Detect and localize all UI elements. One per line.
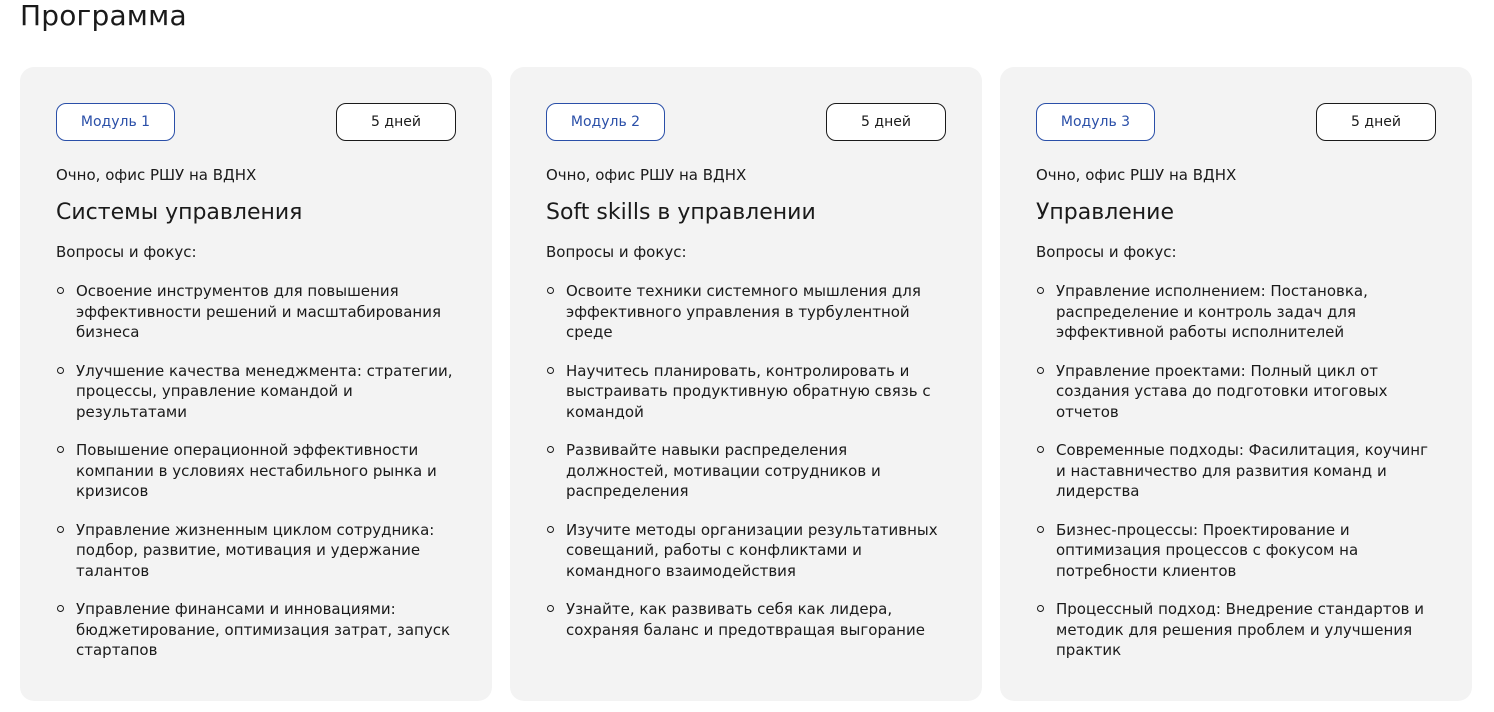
circle-bullet-icon (57, 526, 64, 533)
list-item-text: Научитесь планировать, контролировать и выстраивать продуктивную обратную связь с командой (566, 361, 931, 421)
list-item (56, 361, 456, 423)
list-item (1036, 281, 1436, 343)
circle-bullet-icon (57, 287, 64, 294)
circle-bullet-icon (57, 367, 64, 374)
circle-bullet-icon (547, 526, 554, 533)
duration-badge[interactable]: 5 дней (1316, 103, 1436, 141)
focus-list (546, 281, 946, 640)
list-item-text: Управление финансами и инновациями: бюджетирование, оптимизация затрат, запуск стартапов (76, 600, 451, 659)
list-item (546, 281, 946, 343)
focus-label: Вопросы и фокус: (546, 243, 687, 261)
card-header (546, 103, 946, 141)
list-item (546, 599, 946, 640)
list-item-text: Освоите техники системного мышления для эффективного управления в турбулентной среде (566, 282, 921, 341)
focus-list (56, 281, 456, 661)
list-item-text: Управление жизненным циклом сотрудника: подбор, развитие, мотивация и удержание талантов (76, 520, 435, 580)
list-item (546, 440, 946, 502)
circle-bullet-icon (1037, 446, 1044, 453)
list-item (1036, 599, 1436, 661)
card-header (1036, 103, 1436, 141)
list-item (546, 361, 946, 423)
module-format: Очно, офис РШУ на ВДНХ (546, 166, 747, 184)
list-item-text: Современные подходы: Фасилитация, коучинг и наставничество для развития команд и лидерства (1056, 441, 1428, 500)
list-item (56, 440, 456, 502)
circle-bullet-icon (1037, 367, 1044, 374)
list-item-text: Освоение инструментов для повышения эффективности решений и масштабирования бизнеса (76, 282, 441, 341)
list-item-text: Бизнес-процессы: Проектирование и оптимизация процессов с фокусом на потребности клиентов (1056, 520, 1359, 580)
module-title: Управление (1036, 200, 1175, 225)
module-card-3 (1000, 67, 1472, 701)
list-item-text: Изучите методы организации результативных совещаний, работы с конфликтами и командного взаимодействия (566, 520, 938, 580)
list-item-text: Узнайте, как развивать себя как лидера, сохраняя баланс и предотвращая выгорание (566, 600, 925, 639)
circle-bullet-icon (1037, 605, 1044, 612)
circle-bullet-icon (1037, 287, 1044, 294)
module-card-1 (20, 67, 492, 701)
list-item-text: Управление исполнением: Постановка, распределение и контроль задач для эффективной работы исполнителей (1056, 282, 1368, 341)
module-title: Soft skills в управлении (546, 200, 816, 225)
list-item (56, 281, 456, 343)
list-item (546, 520, 946, 582)
circle-bullet-icon (57, 446, 64, 453)
list-item-text: Процессный подход: Внедрение стандартов и методик для решения проблем и улучшения практик (1056, 600, 1425, 659)
module-badge[interactable]: Модуль 1 (56, 103, 175, 141)
list-item (1036, 520, 1436, 582)
circle-bullet-icon (547, 605, 554, 612)
circle-bullet-icon (547, 367, 554, 374)
module-badge[interactable]: Модуль 2 (546, 103, 665, 141)
module-badge[interactable]: Модуль 3 (1036, 103, 1155, 141)
list-item (56, 520, 456, 582)
module-format: Очно, офис РШУ на ВДНХ (1036, 166, 1237, 184)
list-item-text: Развивайте навыки распределения должностей, мотивации сотрудников и распределения (566, 441, 881, 500)
list-item-text: Повышение операционной эффективности компании в условиях нестабильного рынка и кризисов (76, 441, 437, 500)
list-item (1036, 361, 1436, 423)
duration-badge[interactable]: 5 дней (336, 103, 456, 141)
list-item-text: Улучшение качества менеджмента: стратегии, процессы, управление командой и результатами (76, 361, 453, 421)
circle-bullet-icon (547, 446, 554, 453)
focus-label: Вопросы и фокус: (56, 243, 197, 261)
module-title: Системы управления (56, 200, 303, 225)
card-header (56, 103, 456, 141)
circle-bullet-icon (57, 605, 64, 612)
list-item (56, 599, 456, 661)
list-item (1036, 440, 1436, 502)
list-item-text: Управление проектами: Полный цикл от создания устава до подготовки итоговых отчетов (1056, 361, 1388, 421)
module-format: Очно, офис РШУ на ВДНХ (56, 166, 257, 184)
module-cards (20, 67, 1472, 701)
focus-label: Вопросы и фокус: (1036, 243, 1177, 261)
duration-badge[interactable]: 5 дней (826, 103, 946, 141)
module-card-2 (510, 67, 982, 701)
circle-bullet-icon (1037, 526, 1044, 533)
page-title: Программа (20, 0, 187, 32)
focus-list (1036, 281, 1436, 661)
circle-bullet-icon (547, 287, 554, 294)
